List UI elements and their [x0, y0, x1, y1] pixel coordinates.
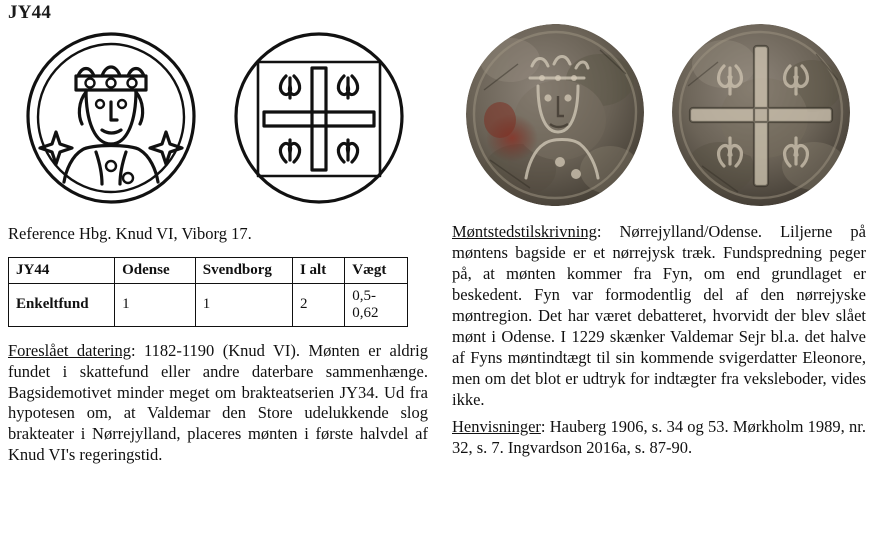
table-cell-odense: 1 — [115, 283, 196, 326]
coin-photographs — [460, 20, 866, 210]
table-cell-svendborg: 1 — [195, 283, 292, 326]
table-cell-vaegt: 0,5-0,62 — [345, 283, 408, 326]
table-cell-ialt: 2 — [292, 283, 344, 326]
right-text-block — [452, 222, 866, 458]
line-drawings — [16, 28, 428, 208]
dating-text: : 1182-1190 (Knud VI). Mønten er aldrig fundet i skattefund eller andre daterbare sammenhænge. Bagsidemotivet minder meget om brakteatserien JY34. Ud fra hypotesen om, at Valdemar den Store udelukkende slog brakteater i Nørrejylland, placeres mønten i første halvdel af Knud VI's regeringstid. — [8, 340, 428, 465]
table-header-svendborg: Svendborg — [195, 257, 292, 283]
dating-label: Foreslået datering — [8, 340, 131, 360]
dating-paragraph — [8, 341, 428, 467]
references-text: : Hauberg 1906, s. 34 og 53. Mørkholm 1989, nr. 32, s. 7. Ingvardson 2016a, s. 87-90. — [452, 416, 866, 457]
table-header-odense: Odense — [115, 257, 196, 283]
table-header-row — [9, 257, 408, 283]
table-header-id: JY44 — [9, 257, 115, 283]
table-row — [9, 283, 408, 326]
right-column — [452, 20, 866, 458]
page-title: JY44 — [8, 2, 52, 23]
attribution-label: Møntstedstilskrivning — [452, 222, 597, 241]
left-column — [8, 28, 428, 466]
attribution-paragraph — [452, 222, 866, 411]
references-label: Henvisninger — [452, 416, 541, 436]
coin-photo-reverse — [666, 20, 856, 210]
table-header-ialt: I alt — [292, 257, 344, 283]
line-drawing-obverse — [16, 28, 206, 208]
table-cell-type: Enkeltfund — [9, 283, 115, 326]
attribution-text: : Nørrejylland/Odense. Liljerne på møntens bagside er et nørrejysk træk. Fundspredning peger på, at mønten kommer fra Fyn, om end grundlaget er beskedent. Fyn var formodentlig del af den nørrejyske møntregion. Det har været debatteret, hvorvidt der blev slået mønt i Odense. I 1229 skænker Valdemar Sejr bl.a. det halve af Fyns møntindtægt til sin kommende svigerdatter Eleonore, men om det blot er udtryk for indtægter fra veksleboder, vides ikke. — [452, 222, 866, 409]
references-paragraph — [452, 417, 866, 459]
table-header-vaegt: Vægt — [345, 257, 408, 283]
dating-section — [8, 341, 428, 467]
line-drawing-reverse — [224, 28, 414, 208]
reference-line: Reference Hbg. Knud VI, Viborg 17. — [8, 224, 252, 243]
finds-table — [8, 257, 408, 327]
coin-photo-obverse — [460, 20, 650, 210]
